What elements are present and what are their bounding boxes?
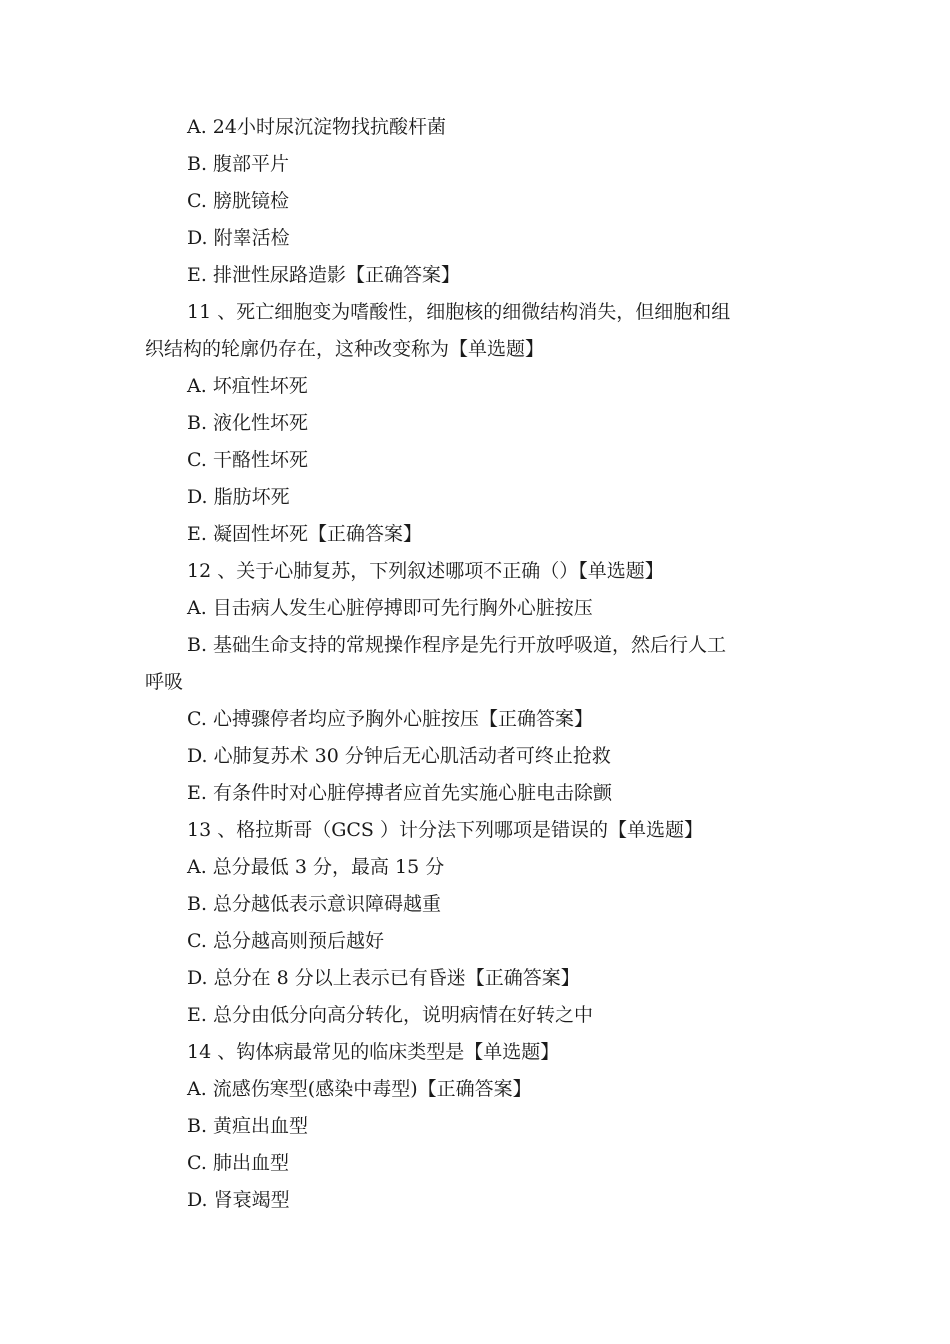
text-line: E. 排泄性尿路造影【正确答案】: [187, 264, 460, 286]
text-line: 12 、关于心肺复苏，下列叙述哪项不正确（）【单选题】: [187, 560, 664, 582]
text-line: D. 心肺复苏术 30 分钟后无心肌活动者可终止抢救: [187, 745, 611, 767]
text-line: C. 心搏骤停者均应予胸外心脏按压【正确答案】: [187, 708, 593, 730]
text-line: D. 肾衰竭型: [187, 1189, 290, 1211]
text-line: B. 腹部平片: [187, 153, 290, 175]
text-line: B. 液化性坏死: [187, 412, 309, 434]
text-line: B. 总分越低表示意识障碍越重: [187, 893, 442, 915]
text-line: E. 有条件时对心脏停搏者应首先实施心脏电击除颤: [187, 782, 612, 804]
text-line: C. 干酪性坏死: [187, 449, 308, 471]
text-line: B. 黄疸出血型: [187, 1115, 309, 1137]
text-line: 呼吸: [145, 671, 184, 693]
text-line: C. 膀胱镜检: [187, 190, 289, 212]
text-line: 13 、格拉斯哥（GCS ）计分法下列哪项是错误的【单选题】: [187, 819, 703, 841]
document-body: [145, 109, 810, 1219]
text-line: C. 总分越高则预后越好: [187, 930, 384, 952]
text-line: E. 总分由低分向高分转化，说明病情在好转之中: [187, 1004, 593, 1026]
text-line: E. 凝固性坏死【正确答案】: [187, 523, 422, 545]
text-line: A. 24小时尿沉淀物找抗酸杆菌: [187, 116, 446, 138]
text-line: A. 目击病人发生心脏停搏即可先行胸外心脏按压: [187, 597, 593, 619]
text-line: 织结构的轮廓仍存在，这种改变称为【单选题】: [145, 338, 545, 360]
text-line: B. 基础生命支持的常规操作程序是先行开放呼吸道，然后行人工: [187, 634, 727, 656]
text-line: D. 总分在 8 分以上表示已有昏迷【正确答案】: [187, 967, 580, 989]
text-line: A. 坏疽性坏死: [187, 375, 308, 397]
text-line: 14 、钩体病最常见的临床类型是【单选题】: [187, 1041, 560, 1063]
text-line: D. 脂肪坏死: [187, 486, 290, 508]
text-line: C. 肺出血型: [187, 1152, 289, 1174]
text-line: 11 、死亡细胞变为嗜酸性，细胞核的细微结构消失，但细胞和组: [187, 301, 731, 323]
text-line: D. 附睾活检: [187, 227, 290, 249]
text-line: A. 流感伤寒型(感染中毒型)【正确答案】: [187, 1078, 532, 1100]
text-line: A. 总分最低 3 分，最高 15 分: [187, 856, 445, 878]
